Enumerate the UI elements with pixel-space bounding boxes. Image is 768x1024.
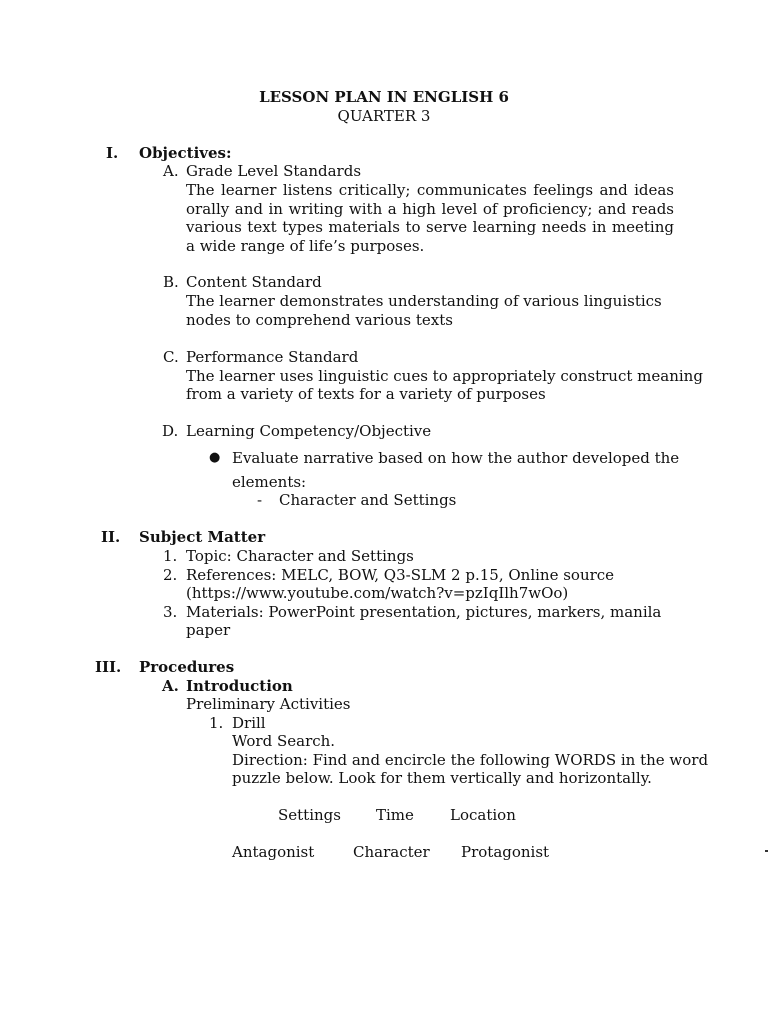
subject-item-references: References: MELC, BOW, Q3-SLM 2 p.15, Online source [186,566,615,584]
drill-title: Drill [232,714,266,732]
word-item: Time [376,806,414,824]
word-item: Antagonist [232,843,315,861]
objective-a-text: The learner listens critically; communicates feelings and ideas orally and in writing with a high level of proficiency; and reads various text types materials to serve learning needs in meeting a wide range of life’s purposes. [186,181,674,255]
subject-item-topic: Topic: Character and Settings [186,547,414,565]
word-item: Location [450,806,516,824]
drill-direction-line2: puzzle below. Look for them vertically and horizontally. [232,769,652,787]
subject-item-2-mark: 2. [163,566,178,584]
section-numeral-2: II. [101,528,121,546]
document-subtitle: QUARTER 3 [337,107,431,125]
bullet-icon: ● [209,450,221,465]
objective-a-mark: A. [163,162,179,180]
subject-item-materials: Materials: PowerPoint presentation, pictures, markers, manila [186,603,662,621]
objective-d-bullet-line1: Evaluate narrative based on how the author developed the [232,449,680,467]
objective-b-line1: The learner demonstrates understanding of various linguistics [186,292,662,310]
subject-item-references-url: (https://www.youtube.com/watch?v=pzIqIlh7wOo) [186,584,569,602]
section-numeral-3: III. [95,658,122,676]
objective-b-line2: nodes to comprehend various texts [186,311,453,329]
subject-matter-heading: Subject Matter [139,528,266,546]
procedure-a-title: Introduction [186,677,293,695]
procedures-heading: Procedures [139,658,235,676]
objectives-heading: Objectives: [139,144,232,162]
objective-b-mark: B. [163,273,179,291]
word-item: Character [353,843,430,861]
subject-item-materials-cont: paper [186,621,231,639]
objective-c-line2: from a variety of texts for a variety of purposes [186,385,546,403]
dash-marker: - [257,491,263,509]
objective-c-mark: C. [163,348,179,366]
procedure-a-mark: A. [162,677,179,695]
objective-d-sub-item: Character and Settings [279,491,457,509]
preliminary-activities: Preliminary Activities [186,695,351,713]
objective-c-title: Performance Standard [186,348,359,366]
drill-activity: Word Search. [232,732,336,750]
subject-item-1-mark: 1. [163,547,178,565]
objective-b-title: Content Standard [186,273,322,291]
objective-d-mark: D. [162,422,179,440]
word-item: Protagonist [461,843,550,861]
subject-item-3-mark: 3. [163,603,178,621]
objective-d-bullet-line2: elements: [232,473,307,491]
word-item: Settings [278,806,341,824]
drill-direction-line1: Direction: Find and encircle the following WORDS in the word [232,751,709,769]
objective-a-title: Grade Level Standards [186,162,362,180]
document-title: LESSON PLAN IN ENGLISH 6 [259,88,509,106]
objective-d-title: Learning Competency/Objective [186,422,432,440]
drill-mark: 1. [209,714,224,732]
objective-c-line1: The learner uses linguistic cues to appropriately construct meaning [186,367,703,385]
section-numeral-1: I. [106,144,119,162]
